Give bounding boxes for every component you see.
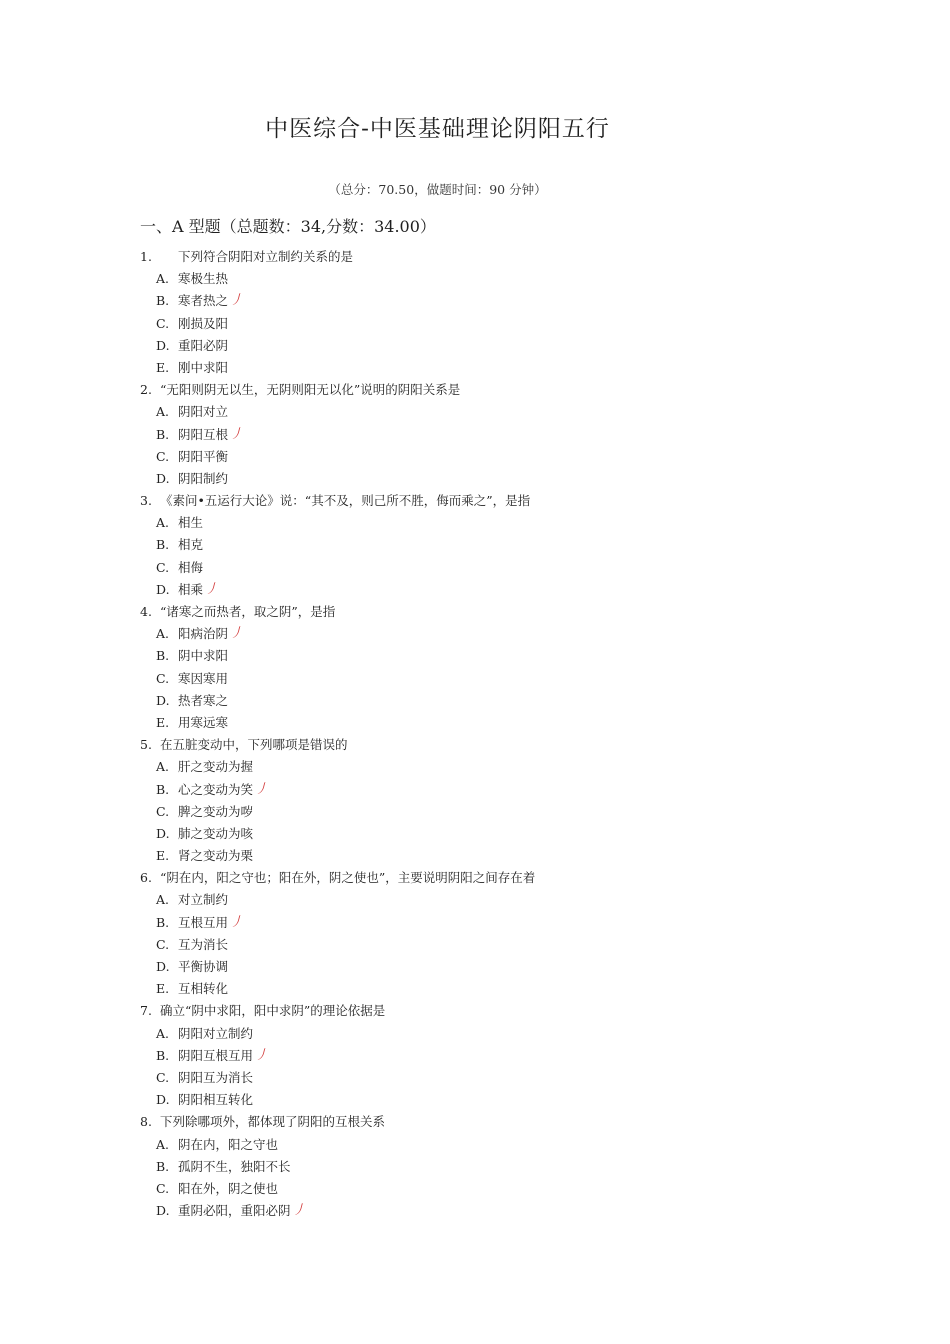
option-text: 刚损及阳 (178, 315, 229, 331)
question-text: 在五脏变动中，下列哪项是错误的 (159, 737, 348, 753)
answer-option (140, 1178, 860, 1200)
correct-answer-check-icon: 丿 (230, 626, 244, 642)
option-text: 用寒远寒 (178, 714, 229, 730)
correct-answer-check-icon: 丿 (205, 581, 219, 597)
option-letter: C. (156, 1180, 170, 1196)
question-stem (140, 867, 860, 889)
option-text: 阴阳对立制约 (178, 1025, 254, 1041)
question-text: 下列除哪项外，都体现了阴阳的互根关系 (159, 1114, 385, 1130)
option-letter: C. (156, 315, 170, 331)
option-text: 阴中求阳 (178, 648, 229, 664)
answer-option (140, 889, 860, 911)
option-text: 平衡协调 (178, 959, 229, 974)
option-text: 阴阳平衡 (178, 448, 229, 464)
option-letter: D. (156, 1203, 170, 1219)
answer-option (140, 268, 860, 290)
option-text: 寒极生热 (178, 271, 229, 287)
question-stem (140, 1111, 860, 1133)
option-text: 孤阴不生，独阳不长 (178, 1158, 291, 1174)
answer-option (140, 401, 860, 423)
option-text: 阴阳制约 (178, 470, 229, 486)
option-text: 阴阳互根互用 (178, 1047, 254, 1063)
answer-option (140, 1089, 860, 1111)
option-letter: E. (156, 359, 170, 375)
question-1 (140, 246, 860, 379)
correct-answer-check-icon: 丿 (255, 781, 269, 797)
answer-option (140, 424, 860, 446)
option-text: 互根互用 (178, 914, 229, 930)
question-3 (140, 490, 860, 601)
option-letter: A. (156, 759, 170, 775)
correct-answer-check-icon: 丿 (230, 293, 244, 309)
question-text: “无阳则阴无以生，无阴则阳无以化”说明的阴阳关系是 (159, 382, 461, 398)
question-number: 8. (140, 1114, 152, 1130)
question-2 (140, 379, 860, 490)
question-text: 《素问•五运行大论》说：“其不及，则己所不胜，侮而乘之”，是指 (159, 493, 531, 509)
option-text: 阴阳互根 (178, 426, 229, 442)
option-letter: C. (156, 1069, 170, 1085)
question-6 (140, 867, 860, 1000)
option-text: 阳病治阴 (178, 626, 229, 642)
question-7 (140, 1000, 860, 1111)
answer-option (140, 978, 860, 1000)
question-stem (140, 734, 860, 756)
option-text: 阴在内，阳之守也 (178, 1136, 279, 1152)
option-letter: B. (156, 1047, 170, 1063)
option-letter: A. (156, 515, 170, 531)
question-text: “阴在内，阳之守也；阳在外，阴之使也”，主要说明阴阳之间存在着 (159, 870, 536, 886)
answer-option (140, 912, 860, 934)
option-text: 阴阳相互转化 (178, 1092, 254, 1108)
answer-option (140, 1200, 860, 1222)
option-letter: C. (156, 936, 170, 952)
option-text: 相生 (178, 515, 204, 531)
option-text: 寒者热之 (178, 293, 229, 309)
option-letter: C. (156, 559, 170, 575)
option-letter: E. (156, 848, 170, 864)
answer-option (140, 690, 860, 712)
option-letter: D. (156, 959, 170, 974)
answer-option (140, 956, 860, 978)
correct-answer-check-icon: 丿 (230, 914, 244, 930)
question-number: 2. (140, 382, 152, 398)
question-number: 3. (140, 493, 152, 509)
question-stem (140, 246, 860, 268)
option-letter: B. (156, 293, 170, 309)
option-text: 相乘 (178, 581, 204, 597)
question-stem (140, 490, 860, 512)
score-time-info: （总分：70.50，做题时间：90 分钟） (328, 182, 547, 197)
question-5 (140, 734, 860, 867)
question-text: 下列符合阴阳对立制约关系的是 (177, 249, 353, 264)
option-text: 心之变动为笑 (178, 781, 254, 797)
option-letter: E. (156, 981, 170, 997)
answer-option (140, 357, 860, 379)
question-number: 7. (140, 1003, 152, 1019)
answer-option (140, 446, 860, 468)
option-text: 热者寒之 (178, 692, 229, 708)
option-letter: A. (156, 1025, 170, 1041)
answer-option (140, 845, 860, 867)
answer-option (140, 934, 860, 956)
option-text: 互相转化 (178, 981, 229, 997)
option-text: 脾之变动为哕 (178, 803, 254, 819)
answer-option (140, 534, 860, 556)
option-letter: D. (156, 825, 170, 841)
answer-option (140, 1134, 860, 1156)
answer-option (140, 801, 860, 823)
question-4 (140, 601, 860, 734)
section-heading: 一、A 型题（总题数：34,分数：34.00） (140, 217, 436, 236)
answer-option (140, 290, 860, 312)
answer-option (140, 557, 860, 579)
option-letter: E. (156, 714, 170, 730)
answer-option (140, 335, 860, 357)
answer-option (140, 756, 860, 778)
option-text: 对立制约 (178, 892, 229, 908)
option-letter: B. (156, 648, 170, 664)
question-8 (140, 1111, 860, 1222)
option-text: 寒因寒用 (178, 670, 229, 686)
answer-option (140, 313, 860, 335)
answer-option (140, 579, 860, 601)
answer-option (140, 823, 860, 845)
question-stem (140, 1000, 860, 1022)
option-text: 刚中求阳 (178, 359, 229, 375)
answer-option (140, 1067, 860, 1089)
answer-option (140, 779, 860, 801)
correct-answer-check-icon: 丿 (292, 1203, 306, 1219)
question-number: 4. (140, 604, 152, 619)
option-text: 重阳必阴 (178, 337, 229, 353)
correct-answer-check-icon: 丿 (230, 426, 244, 442)
option-letter: B. (156, 914, 170, 930)
option-letter: C. (156, 803, 170, 819)
answer-option (140, 1156, 860, 1178)
answer-option (140, 668, 860, 690)
question-list (140, 246, 860, 1222)
question-stem (140, 379, 860, 401)
answer-option (140, 623, 860, 645)
correct-answer-check-icon: 丿 (255, 1047, 269, 1063)
question-stem (140, 601, 860, 623)
question-text: “诸寒之而热者，取之阴”，是指 (159, 604, 336, 619)
option-text: 肺之变动为咳 (178, 825, 254, 841)
option-letter: A. (156, 892, 170, 908)
question-number: 1. (140, 249, 152, 264)
option-letter: A. (156, 271, 170, 287)
answer-option (140, 712, 860, 734)
option-letter: C. (156, 670, 170, 686)
answer-option (140, 512, 860, 534)
option-letter: B. (156, 1158, 170, 1174)
answer-option (140, 468, 860, 490)
option-letter: A. (156, 626, 170, 642)
option-letter: B. (156, 426, 170, 442)
question-number: 5. (140, 737, 152, 753)
question-number: 6. (140, 870, 152, 886)
option-letter: B. (156, 781, 170, 797)
option-letter: D. (156, 692, 170, 708)
option-letter: D. (156, 337, 170, 353)
option-letter: A. (156, 404, 170, 420)
option-letter: B. (156, 537, 170, 553)
option-text: 阴阳互为消长 (178, 1069, 254, 1085)
option-text: 互为消长 (178, 936, 229, 952)
answer-option (140, 1045, 860, 1067)
question-text: 确立“阴中求阳，阳中求阴”的理论依据是 (159, 1003, 386, 1019)
document-title: 中医综合-中医基础理论阴阳五行 (265, 116, 610, 142)
option-letter: A. (156, 1136, 170, 1152)
option-text: 相克 (178, 537, 204, 553)
answer-option (140, 1023, 860, 1045)
option-text: 阴阳对立 (178, 404, 229, 420)
option-text: 相侮 (178, 559, 204, 575)
option-text: 肾之变动为栗 (178, 848, 254, 864)
option-text: 重阴必阳，重阳必阴 (178, 1203, 291, 1219)
option-text: 阳在外，阴之使也 (178, 1180, 279, 1196)
option-letter: D. (156, 1092, 170, 1108)
answer-option (140, 645, 860, 667)
option-text: 肝之变动为握 (178, 759, 254, 775)
option-letter: C. (156, 448, 170, 464)
option-letter: D. (156, 470, 170, 486)
option-letter: D. (156, 581, 170, 597)
